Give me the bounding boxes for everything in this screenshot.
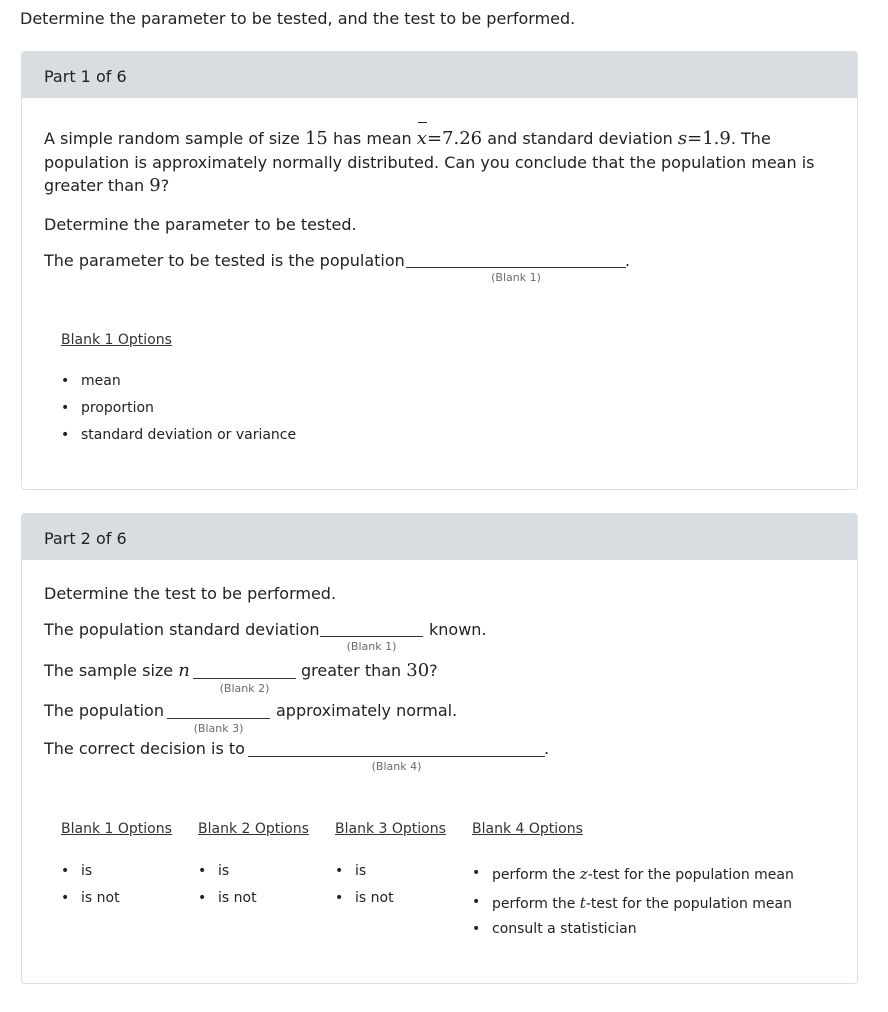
- blank-3-option-is[interactable]: • is: [355, 863, 366, 879]
- blank-2-options-title: Blank 2 Options: [198, 821, 309, 837]
- question-text-line-2: population is approximately normally distributed. Can you conclude that the population mean is: [44, 153, 815, 172]
- blank-1-input[interactable]: [406, 267, 626, 268]
- statement-known: known.: [429, 620, 487, 639]
- instructions-text: Determine the parameter to be tested, and the test to be performed.: [20, 9, 576, 28]
- statement-population: The population: [44, 701, 164, 720]
- part-1-panel: [21, 51, 858, 490]
- sd-value: =1.9: [687, 128, 731, 149]
- statement-sample-size: [44, 660, 190, 681]
- sample-size-value: 15: [304, 128, 328, 149]
- blank-4-label: (Blank 4): [371, 760, 422, 773]
- blank-2-option-is[interactable]: • is: [218, 863, 229, 879]
- statement-greater-than: [301, 660, 438, 681]
- blank-1-label: (Blank 1): [491, 271, 541, 284]
- determine-parameter-text: Determine the parameter to be tested.: [44, 215, 357, 234]
- statement-text: greater than: [301, 661, 407, 680]
- comparison-value: 9: [149, 175, 161, 196]
- blank-4-options-title: Blank 4 Options: [472, 821, 583, 837]
- statement-approximately-normal: approximately normal.: [276, 701, 458, 720]
- blank-1-options-title: Blank 1 Options: [61, 332, 172, 348]
- blank-4-input[interactable]: [248, 756, 545, 757]
- sample-size-symbol: n: [178, 660, 190, 681]
- option-text: perform the: [492, 867, 580, 883]
- blank-1-input[interactable]: [320, 636, 423, 637]
- part-1-header: [22, 52, 857, 98]
- sample-mean-symbol: x: [416, 128, 427, 149]
- blank-1-label: (Blank 1): [346, 640, 397, 653]
- option-mean[interactable]: • mean: [81, 373, 121, 389]
- blank-4-option-z-test[interactable]: [492, 865, 794, 883]
- threshold-value: 30: [406, 660, 430, 681]
- blank-1-option-is[interactable]: • is: [81, 863, 92, 879]
- part-2-header: [22, 514, 857, 560]
- statement-period: .: [544, 739, 550, 758]
- part-1-title: Part 1 of 6: [44, 67, 127, 86]
- question-text: . The: [730, 129, 771, 148]
- determine-test-text: Determine the test to be performed.: [44, 584, 337, 603]
- blank-1-option-is-not[interactable]: • is not: [81, 890, 120, 906]
- question-text-line-3: [44, 175, 169, 196]
- question-text-line-1: [44, 128, 771, 149]
- statement-period: .: [625, 251, 631, 270]
- blank-3-input[interactable]: [167, 718, 270, 719]
- statement-correct-decision: The correct decision is to: [44, 739, 245, 758]
- question-text: A simple random sample of size: [44, 129, 305, 148]
- statement-population-sd: The population standard deviation: [44, 620, 320, 639]
- blank-4-option-t-test[interactable]: [492, 894, 792, 912]
- statement-text: The sample size: [44, 661, 179, 680]
- t-symbol: t: [579, 894, 586, 912]
- option-standard-deviation-or-variance[interactable]: • standard deviation or variance: [81, 427, 296, 443]
- blank-3-options-title: Blank 3 Options: [335, 821, 446, 837]
- part-2-panel: [21, 513, 858, 984]
- question-text: has mean: [327, 129, 417, 148]
- blank-1-options-title: Blank 1 Options: [61, 821, 172, 837]
- part-2-title: Part 2 of 6: [44, 529, 127, 548]
- blank-2-label: (Blank 2): [219, 682, 270, 695]
- sd-symbol: s: [677, 128, 688, 149]
- question-text: and standard deviation: [482, 129, 678, 148]
- statement-text: ?: [429, 661, 438, 680]
- option-text: -test for the population mean: [587, 867, 794, 883]
- blank-4-option-consult-statistician[interactable]: • consult a statistician: [492, 921, 637, 937]
- parameter-statement: The parameter to be tested is the population: [44, 251, 405, 270]
- blank-3-label: (Blank 3): [193, 722, 244, 735]
- option-proportion[interactable]: • proportion: [81, 400, 154, 416]
- question-text: greater than: [44, 176, 150, 195]
- z-symbol: z: [579, 865, 588, 883]
- blank-2-option-is-not[interactable]: • is not: [218, 890, 257, 906]
- option-text: -test for the population mean: [585, 896, 792, 912]
- option-text: perform the: [492, 896, 580, 912]
- question-text: ?: [160, 176, 170, 195]
- blank-2-input[interactable]: [193, 678, 296, 679]
- sample-mean-value: =7.26: [426, 128, 483, 149]
- blank-3-option-is-not[interactable]: • is not: [355, 890, 394, 906]
